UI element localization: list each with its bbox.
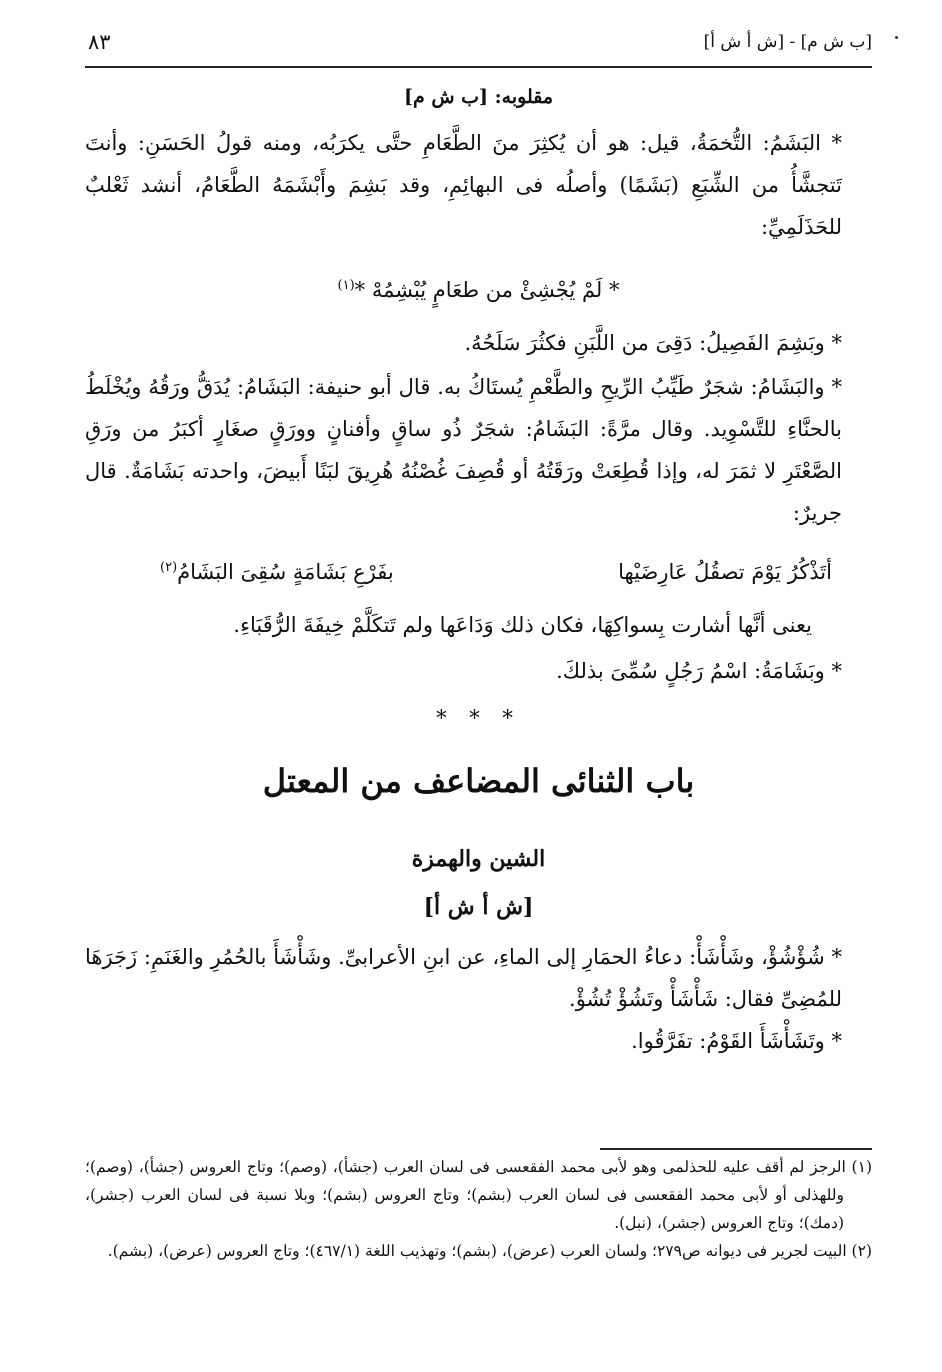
section-separator: * * * [436,706,521,730]
entry-shashaa [85,936,872,1062]
scan-speck [895,36,898,39]
page-number: ٨٣ [88,30,111,54]
paragraph-basham-tree: * والبَشَامُ: شجَرٌ طَيِّبُ الرِّيحِ والطَّعْمِ يُستَاكُ به. قال أبو حنيفة: البَشَامُ: يُدَقُّ ورَقُهُ ويُخْلَطُ بالحنَّاءِ للتَّسْوِيد. وقال مرَّةً: البَشَامُ: شجَرٌ ذُو ساقٍ وأفنانٍ وورَقٍ صغَارٍ أكبَرُ من ورَقِ الصَّعْتَرِ لا ثمَرَ له، وإذا قُطِعَتْ ورَقَتُهُ أو قُصِفَ غُصْنُهُ هُرِيقَ لبَنًا أَبيضَ، واحدته بَشَامَةٌ. قال جريرٌ: [85,375,842,525]
entry-basham-tree [85,366,872,534]
paragraph-bashama-name: * وبَشَامَةُ: اسْمُ رَجُلٍ سُمِّىَ بذلكَ. [556,659,842,683]
verse-line-1 [85,278,872,302]
running-title: [ب ش م] - [ش أ ش أ] [703,32,872,52]
poem-explanation [85,604,872,646]
entry-fasil [85,322,872,364]
paragraph-fasil: * وبَشِمَ الفَصِيلُ: دَقِىَ من اللَّبَنِ فكثُرَ سَلَحُهُ. [464,331,842,355]
footnotes [85,1153,872,1265]
footnote-rule [600,1148,872,1150]
footnote-2: (٢) البيت لجرير فى ديوانه ص٢٧٩؛ ولسان العرب (عرض)، (بشم)؛ وتهذيب اللغة (٤٦٧/١)؛ وتاج العروس (عرض)، (بشم). [107,1242,872,1260]
poem-hemistich-1: أتَذْكُرُ يَوْمَ تصقُلُ عَارِضَيْها [618,560,832,584]
footnote-ref-1: (١) [337,278,355,293]
paragraph-tashashaa: * وتَشَأْشَأَ القَوْمُ: تفَرَّقُوا. [631,1029,842,1053]
entry-root-title: [ش أ ش أ] [423,894,534,920]
paragraph-shashaa: * شُؤْشُؤْ، وشَأْشَأْ: دعاءُ الحمَارِ إلى الماءِ، عن ابنِ الأعرابىِّ. وشَأْشَأَ بالحُمُرِ والغَنَمِ: زَجَرَهَا للمُضِىِّ فقال: شَأْشَأْ وتَشُؤْ تُشُؤْ. [85,945,842,1011]
section-title: الشين والهمزة [411,846,546,872]
page-header [88,30,872,60]
poem-hemistich-2-text: بفَرْعِ بَشَامَةٍ سُقِىَ البَشَامُ [177,560,394,584]
chapter-title: باب الثنائى المضاعف من المعتل [262,762,695,800]
entry-bashm [85,122,872,248]
paragraph-explanation: يعنى أنَّها أشارت بِسواكِهَا، فكان ذلك وَدَاعَها ولم تَتكَلَّمْ خِيفَةَ الرُّقَبَاءِ. [233,613,812,637]
maqlubuh-heading: مقلوبه: [ب ش م] [403,86,554,108]
poem-line [100,560,832,600]
entry-bashama-name [85,650,872,692]
paragraph-basham-definition: * البَشَمُ: التُّخمَةُ، قيل: هو أن يُكثِرَ منَ الطَّعَامِ حتَّى يكرَبُه، ومنه قولُ الحَسَنِ: وأنتَ تَتجشَّأُ من الشِّبَعِ (بَشَمًا) وأصلُه فى البهائِمِ، وقد بَشِمَ وأَبْشَمَهُ الطَّعَامُ، أنشد ثَعْلبٌ للحَذَلَمِيِّ: [85,131,842,239]
verse-text: * لَمْ يُجْشِئْ من طعَامٍ يُبْشِمُهْ * [354,278,620,302]
footnote-ref-2: (٢) [160,560,178,575]
footnote-1: (١) الرجز لم أقف عليه للحذلمى وهو لأبى محمد الفقعسى فى لسان العرب (جشأ)، (وصم)؛ وتاج العروس (جشأ)، (وصم)؛ وللهذلى أو لأبى محمد الفقعسى فى لسان العرب (بشم)؛ وتاج العروس (بشم)؛ وبلا نسبة فى لسان العرب (جشر)، (دمك)؛ وتاج العروس (جشر)، (نبل). [85,1158,872,1232]
poem-hemistich-2 [160,560,394,584]
header-rule [85,66,872,68]
